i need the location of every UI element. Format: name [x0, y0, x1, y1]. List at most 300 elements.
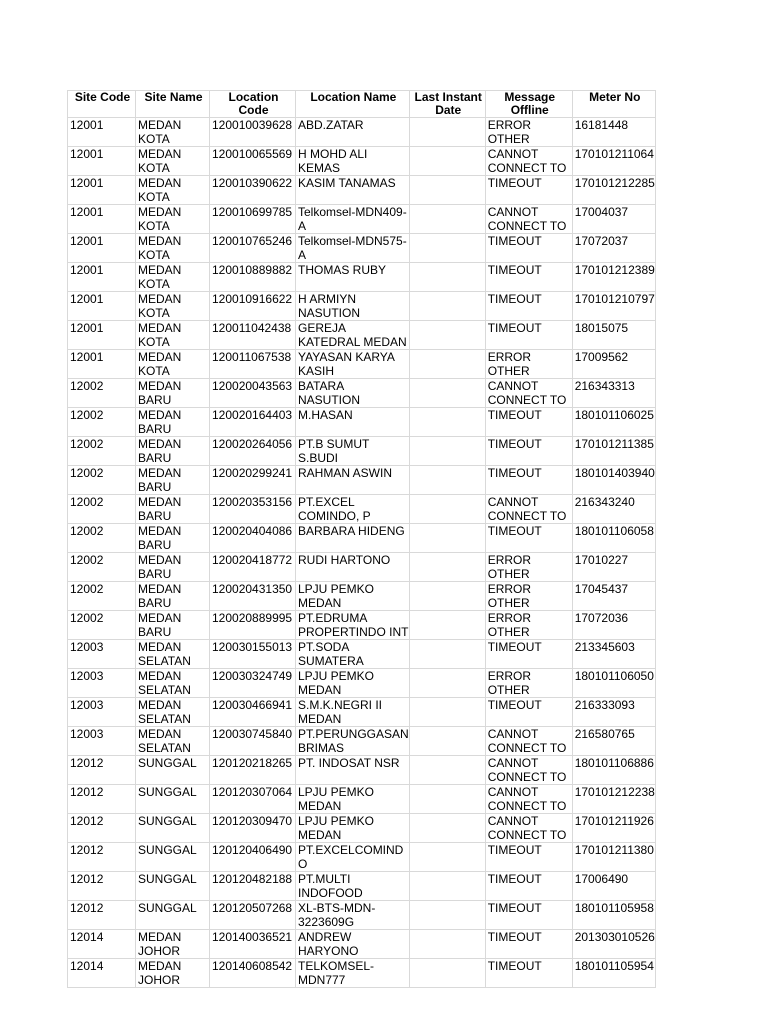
cell-meter-no[interactable] [572, 234, 655, 263]
cell-text: 12002 [70, 611, 104, 625]
cell-text: 170101212238 [574, 785, 655, 799]
cell-text: 120020164403 [212, 408, 293, 422]
cell-last-instant-date[interactable] [409, 379, 485, 408]
cell-site-name[interactable] [136, 263, 210, 292]
cell-text: 12001 [70, 147, 104, 161]
cell-text: MEDAN KOTA [138, 205, 182, 233]
cell-text: YAYASAN KARYA KASIH [298, 350, 395, 378]
cell-site-code[interactable] [68, 379, 136, 408]
cell-location-name[interactable] [296, 785, 410, 814]
cell-message-offline[interactable] [485, 379, 572, 408]
cell-last-instant-date[interactable] [409, 669, 485, 698]
cell-text: 180101106025 [574, 408, 654, 422]
cell-message-offline[interactable] [485, 582, 572, 611]
cell-site-name[interactable] [136, 466, 210, 495]
cell-site-name[interactable] [136, 495, 210, 524]
cell-site-name[interactable] [136, 640, 210, 669]
cell-text: 12003 [70, 669, 104, 683]
cell-last-instant-date[interactable] [409, 756, 485, 785]
cell-location-code[interactable] [210, 437, 296, 466]
cell-location-code[interactable] [210, 640, 296, 669]
cell-message-offline[interactable] [485, 901, 572, 930]
cell-meter-no[interactable] [572, 321, 655, 350]
cell-last-instant-date[interactable] [409, 582, 485, 611]
cell-message-offline[interactable] [485, 263, 572, 292]
cell-last-instant-date[interactable] [409, 408, 485, 437]
cell-last-instant-date[interactable] [409, 611, 485, 640]
cell-meter-no[interactable] [572, 176, 655, 205]
cell-site-name[interactable] [136, 292, 210, 321]
cell-message-offline[interactable] [485, 292, 572, 321]
cell-last-instant-date[interactable] [409, 959, 485, 988]
cell-last-instant-date[interactable] [409, 234, 485, 263]
cell-location-name[interactable] [296, 582, 410, 611]
cell-text: CANNOT CONNECT TO [487, 495, 567, 523]
cell-text: 120120507268 [212, 901, 293, 915]
cell-text: 120011042438 [212, 321, 292, 335]
cell-text: 120011067538 [212, 350, 292, 364]
cell-site-name[interactable] [136, 669, 210, 698]
cell-location-code[interactable] [210, 872, 296, 901]
cell-site-name[interactable] [136, 524, 210, 553]
cell-site-code[interactable] [68, 234, 136, 263]
cell-message-offline[interactable] [485, 640, 572, 669]
cell-last-instant-date[interactable] [409, 843, 485, 872]
table-row [68, 205, 656, 234]
cell-location-code[interactable] [210, 727, 296, 756]
cell-site-code[interactable] [68, 814, 136, 843]
cell-site-code[interactable] [68, 292, 136, 321]
cell-location-code[interactable] [210, 379, 296, 408]
cell-site-code[interactable] [68, 640, 136, 669]
cell-text: 120010699785 [212, 205, 293, 219]
cell-text [412, 669, 485, 697]
cell-last-instant-date[interactable] [409, 263, 485, 292]
cell-last-instant-date[interactable] [409, 350, 485, 379]
cell-text: M.HASAN [298, 408, 353, 422]
cell-text: TIMEOUT [487, 698, 542, 712]
cell-location-code[interactable] [210, 611, 296, 640]
header-site-name[interactable]: Site Name [136, 91, 210, 118]
cell-text: TIMEOUT [487, 263, 542, 277]
cell-location-name[interactable] [296, 640, 410, 669]
cell-location-code[interactable] [210, 292, 296, 321]
cell-meter-no[interactable] [572, 466, 655, 495]
cell-site-code[interactable] [68, 785, 136, 814]
cell-location-name[interactable] [296, 495, 410, 524]
cell-last-instant-date[interactable] [409, 814, 485, 843]
cell-site-code[interactable] [68, 582, 136, 611]
cell-site-name[interactable] [136, 553, 210, 582]
cell-meter-no[interactable] [572, 727, 655, 756]
cell-message-offline[interactable] [485, 814, 572, 843]
cell-location-code[interactable] [210, 408, 296, 437]
cell-text: TIMEOUT [487, 292, 542, 306]
cell-location-name[interactable] [296, 350, 410, 379]
cell-text: 120120482188 [212, 872, 293, 886]
cell-message-offline[interactable] [485, 785, 572, 814]
cell-text: 12001 [70, 263, 104, 277]
cell-text: 120010039628 [212, 118, 293, 132]
cell-text: 12014 [70, 959, 104, 973]
cell-meter-no[interactable] [572, 785, 655, 814]
cell-text: LPJU PEMKO MEDAN [298, 785, 375, 813]
cell-text: 216580765 [574, 727, 635, 741]
cell-message-offline[interactable] [485, 756, 572, 785]
table-row [68, 582, 656, 611]
cell-meter-no[interactable] [572, 147, 655, 176]
cell-location-code[interactable] [210, 698, 296, 727]
cell-message-offline[interactable] [485, 176, 572, 205]
cell-text: 12001 [70, 292, 104, 306]
cell-last-instant-date[interactable] [409, 292, 485, 321]
cell-location-code[interactable] [210, 901, 296, 930]
cell-location-code[interactable] [210, 524, 296, 553]
cell-location-name[interactable] [296, 118, 410, 147]
cell-location-code[interactable] [210, 466, 296, 495]
cell-location-name[interactable] [296, 727, 410, 756]
cell-last-instant-date[interactable] [409, 321, 485, 350]
cell-location-code[interactable] [210, 959, 296, 988]
cell-message-offline[interactable] [485, 843, 572, 872]
cell-text: MEDAN SELATAN [138, 640, 191, 668]
cell-text: 12012 [70, 756, 104, 770]
cell-message-offline[interactable] [485, 408, 572, 437]
cell-text: LPJU PEMKO MEDAN [298, 814, 375, 842]
cell-meter-no[interactable] [572, 263, 655, 292]
cell-text: 12002 [70, 582, 104, 596]
cell-location-name[interactable] [296, 234, 410, 263]
cell-site-name[interactable] [136, 872, 210, 901]
cell-location-code[interactable] [210, 118, 296, 147]
cell-location-name[interactable] [296, 147, 410, 176]
cell-location-code[interactable] [210, 205, 296, 234]
cell-text: PT.B SUMUT S.BUDI [298, 437, 370, 465]
cell-last-instant-date[interactable] [409, 205, 485, 234]
cell-meter-no[interactable] [572, 756, 655, 785]
cell-message-offline[interactable] [485, 205, 572, 234]
cell-site-code[interactable] [68, 147, 136, 176]
cell-message-offline[interactable] [485, 147, 572, 176]
cell-site-name[interactable] [136, 350, 210, 379]
header-message-offline[interactable]: Message Offline [485, 91, 572, 118]
cell-text: 12002 [70, 495, 104, 509]
cell-site-code[interactable] [68, 756, 136, 785]
cell-text [412, 292, 485, 320]
cell-location-code[interactable] [210, 582, 296, 611]
cell-text: 120020043563 [212, 379, 293, 393]
cell-location-name[interactable] [296, 843, 410, 872]
cell-last-instant-date[interactable] [409, 147, 485, 176]
cell-text: 120020418772 [212, 553, 293, 567]
cell-site-name[interactable] [136, 437, 210, 466]
cell-meter-no[interactable] [572, 843, 655, 872]
cell-location-name[interactable] [296, 437, 410, 466]
cell-message-offline[interactable] [485, 234, 572, 263]
cell-text: MEDAN JOHOR [138, 930, 182, 958]
meter-table [67, 90, 656, 988]
cell-location-code[interactable] [210, 756, 296, 785]
cell-last-instant-date[interactable] [409, 698, 485, 727]
cell-meter-no[interactable] [572, 553, 655, 582]
cell-text [412, 234, 485, 262]
cell-site-name[interactable] [136, 814, 210, 843]
cell-last-instant-date[interactable] [409, 872, 485, 901]
cell-last-instant-date[interactable] [409, 495, 485, 524]
table-row [68, 814, 656, 843]
cell-location-code[interactable] [210, 669, 296, 698]
cell-location-code[interactable] [210, 553, 296, 582]
cell-site-name[interactable] [136, 901, 210, 930]
cell-meter-no[interactable] [572, 292, 655, 321]
cell-site-name[interactable] [136, 611, 210, 640]
header-meter-no[interactable]: Meter No [572, 91, 655, 118]
cell-meter-no[interactable] [572, 640, 655, 669]
cell-text: THOMAS RUBY [298, 263, 387, 277]
cell-meter-no[interactable] [572, 437, 655, 466]
cell-last-instant-date[interactable] [409, 437, 485, 466]
cell-location-name[interactable] [296, 466, 410, 495]
header-location-code[interactable]: Location Code [210, 91, 296, 118]
table-row [68, 234, 656, 263]
cell-location-name[interactable] [296, 611, 410, 640]
cell-text: 120030324749 [212, 669, 293, 683]
cell-site-name[interactable] [136, 176, 210, 205]
cell-meter-no[interactable] [572, 379, 655, 408]
cell-site-name[interactable] [136, 582, 210, 611]
cell-site-code[interactable] [68, 669, 136, 698]
cell-message-offline[interactable] [485, 698, 572, 727]
cell-site-code[interactable] [68, 901, 136, 930]
cell-meter-no[interactable] [572, 524, 655, 553]
cell-site-code[interactable] [68, 350, 136, 379]
cell-site-code[interactable] [68, 118, 136, 147]
cell-location-name[interactable] [296, 930, 410, 959]
cell-location-name[interactable] [296, 205, 410, 234]
cell-site-name[interactable] [136, 321, 210, 350]
cell-text: BARBARA HIDENG [298, 524, 405, 538]
cell-meter-no[interactable] [572, 582, 655, 611]
cell-meter-no[interactable] [572, 872, 655, 901]
cell-site-code[interactable] [68, 437, 136, 466]
cell-site-name[interactable] [136, 698, 210, 727]
cell-last-instant-date[interactable] [409, 176, 485, 205]
cell-text: MEDAN KOTA [138, 118, 182, 146]
cell-location-name[interactable] [296, 379, 410, 408]
cell-site-code[interactable] [68, 408, 136, 437]
cell-location-code[interactable] [210, 785, 296, 814]
cell-location-name[interactable] [296, 553, 410, 582]
table-row [68, 843, 656, 872]
cell-meter-no[interactable] [572, 118, 655, 147]
cell-last-instant-date[interactable] [409, 901, 485, 930]
cell-text: 180101403940 [574, 466, 655, 480]
cell-text: SUNGGAL [138, 814, 197, 828]
cell-message-offline[interactable] [485, 495, 572, 524]
cell-text: MEDAN BARU [138, 611, 182, 639]
cell-message-offline[interactable] [485, 611, 572, 640]
table-row [68, 930, 656, 959]
cell-location-code[interactable] [210, 263, 296, 292]
cell-location-code[interactable] [210, 930, 296, 959]
cell-site-name[interactable] [136, 379, 210, 408]
cell-last-instant-date[interactable] [409, 640, 485, 669]
cell-text: TIMEOUT [487, 466, 542, 480]
cell-meter-no[interactable] [572, 350, 655, 379]
cell-location-name[interactable] [296, 756, 410, 785]
cell-text: 18015075 [574, 321, 629, 335]
cell-meter-no[interactable] [572, 901, 655, 930]
cell-text: 12001 [70, 321, 104, 335]
cell-last-instant-date[interactable] [409, 524, 485, 553]
cell-site-name[interactable] [136, 756, 210, 785]
cell-last-instant-date[interactable] [409, 118, 485, 147]
cell-site-name[interactable] [136, 205, 210, 234]
cell-site-name[interactable] [136, 408, 210, 437]
cell-location-code[interactable] [210, 495, 296, 524]
table-row [68, 292, 656, 321]
cell-location-name[interactable] [296, 872, 410, 901]
cell-text: PT.PERUNGGASAN BRIMAS [298, 727, 409, 755]
cell-location-name[interactable] [296, 901, 410, 930]
cell-meter-no[interactable] [572, 669, 655, 698]
cell-text: KASIM TANAMAS [298, 176, 396, 190]
table-row [68, 640, 656, 669]
cell-site-name[interactable] [136, 147, 210, 176]
cell-site-code[interactable] [68, 727, 136, 756]
cell-location-code[interactable] [210, 321, 296, 350]
cell-text: CANNOT CONNECT TO [487, 147, 567, 175]
cell-location-name[interactable] [296, 176, 410, 205]
cell-location-code[interactable] [210, 147, 296, 176]
cell-site-code[interactable] [68, 495, 136, 524]
cell-location-code[interactable] [210, 176, 296, 205]
cell-text: 180101106886 [574, 756, 654, 770]
cell-location-name[interactable] [296, 524, 410, 553]
cell-text: TIMEOUT [487, 234, 542, 248]
cell-text: 120010916622 [212, 292, 293, 306]
cell-meter-no[interactable] [572, 495, 655, 524]
cell-message-offline[interactable] [485, 118, 572, 147]
cell-last-instant-date[interactable] [409, 930, 485, 959]
cell-site-code[interactable] [68, 843, 136, 872]
cell-text: 12003 [70, 698, 104, 712]
cell-meter-no[interactable] [572, 959, 655, 988]
cell-text: 17072037 [574, 234, 629, 248]
cell-text: TELKOMSEL-MDN777 [298, 959, 375, 987]
cell-text [412, 698, 485, 726]
cell-site-code[interactable] [68, 321, 136, 350]
cell-site-code[interactable] [68, 698, 136, 727]
cell-location-name[interactable] [296, 321, 410, 350]
cell-message-offline[interactable] [485, 524, 572, 553]
table-row [68, 408, 656, 437]
cell-meter-no[interactable] [572, 930, 655, 959]
cell-text: MEDAN KOTA [138, 176, 182, 204]
cell-meter-no[interactable] [572, 814, 655, 843]
cell-text [412, 582, 485, 610]
cell-text: MEDAN SELATAN [138, 727, 191, 755]
cell-text: H MOHD ALI KEMAS [298, 147, 368, 175]
cell-text: 12001 [70, 118, 104, 132]
cell-last-instant-date[interactable] [409, 553, 485, 582]
cell-site-name[interactable] [136, 118, 210, 147]
cell-site-code[interactable] [68, 205, 136, 234]
cell-meter-no[interactable] [572, 698, 655, 727]
cell-site-name[interactable] [136, 930, 210, 959]
cell-location-code[interactable] [210, 350, 296, 379]
cell-site-name[interactable] [136, 959, 210, 988]
cell-message-offline[interactable] [485, 959, 572, 988]
cell-site-name[interactable] [136, 727, 210, 756]
cell-site-code[interactable] [68, 611, 136, 640]
cell-location-code[interactable] [210, 814, 296, 843]
cell-location-code[interactable] [210, 234, 296, 263]
cell-site-code[interactable] [68, 553, 136, 582]
cell-message-offline[interactable] [485, 350, 572, 379]
cell-location-name[interactable] [296, 698, 410, 727]
cell-text: TIMEOUT [487, 843, 542, 857]
cell-text: S.M.K.NEGRI II MEDAN [298, 698, 383, 726]
cell-text: 120010765246 [212, 234, 293, 248]
cell-location-name[interactable] [296, 669, 410, 698]
header-last-instant-date[interactable]: Last Instant Date [409, 91, 485, 118]
cell-site-code[interactable] [68, 959, 136, 988]
cell-last-instant-date[interactable] [409, 466, 485, 495]
cell-site-code[interactable] [68, 524, 136, 553]
cell-text: 201303010526 [574, 930, 655, 944]
cell-location-name[interactable] [296, 292, 410, 321]
cell-message-offline[interactable] [485, 727, 572, 756]
cell-site-name[interactable] [136, 843, 210, 872]
cell-site-code[interactable] [68, 872, 136, 901]
cell-location-name[interactable] [296, 814, 410, 843]
cell-last-instant-date[interactable] [409, 727, 485, 756]
cell-text: 120120307064 [212, 785, 293, 799]
cell-text: 180101106058 [574, 524, 654, 538]
cell-last-instant-date[interactable] [409, 785, 485, 814]
cell-location-code[interactable] [210, 843, 296, 872]
cell-meter-no[interactable] [572, 408, 655, 437]
cell-text: 180101105954 [574, 959, 654, 973]
cell-message-offline[interactable] [485, 553, 572, 582]
cell-text: MEDAN JOHOR [138, 959, 182, 987]
cell-site-name[interactable] [136, 234, 210, 263]
cell-location-name[interactable] [296, 263, 410, 292]
cell-site-code[interactable] [68, 176, 136, 205]
cell-message-offline[interactable] [485, 669, 572, 698]
cell-text: 12003 [70, 640, 104, 654]
header-site-code[interactable]: Site Code [68, 91, 136, 118]
cell-text: 120030155013 [212, 640, 293, 654]
cell-meter-no[interactable] [572, 611, 655, 640]
cell-message-offline[interactable] [485, 872, 572, 901]
header-location-name[interactable]: Location Name [296, 91, 410, 118]
cell-location-name[interactable] [296, 408, 410, 437]
cell-text: SUNGGAL [138, 756, 197, 770]
cell-site-code[interactable] [68, 263, 136, 292]
cell-meter-no[interactable] [572, 205, 655, 234]
cell-message-offline[interactable] [485, 321, 572, 350]
cell-site-name[interactable] [136, 785, 210, 814]
cell-site-code[interactable] [68, 930, 136, 959]
cell-message-offline[interactable] [485, 930, 572, 959]
cell-site-code[interactable] [68, 466, 136, 495]
cell-message-offline[interactable] [485, 466, 572, 495]
cell-location-name[interactable] [296, 959, 410, 988]
cell-message-offline[interactable] [485, 437, 572, 466]
cell-text [412, 437, 485, 465]
